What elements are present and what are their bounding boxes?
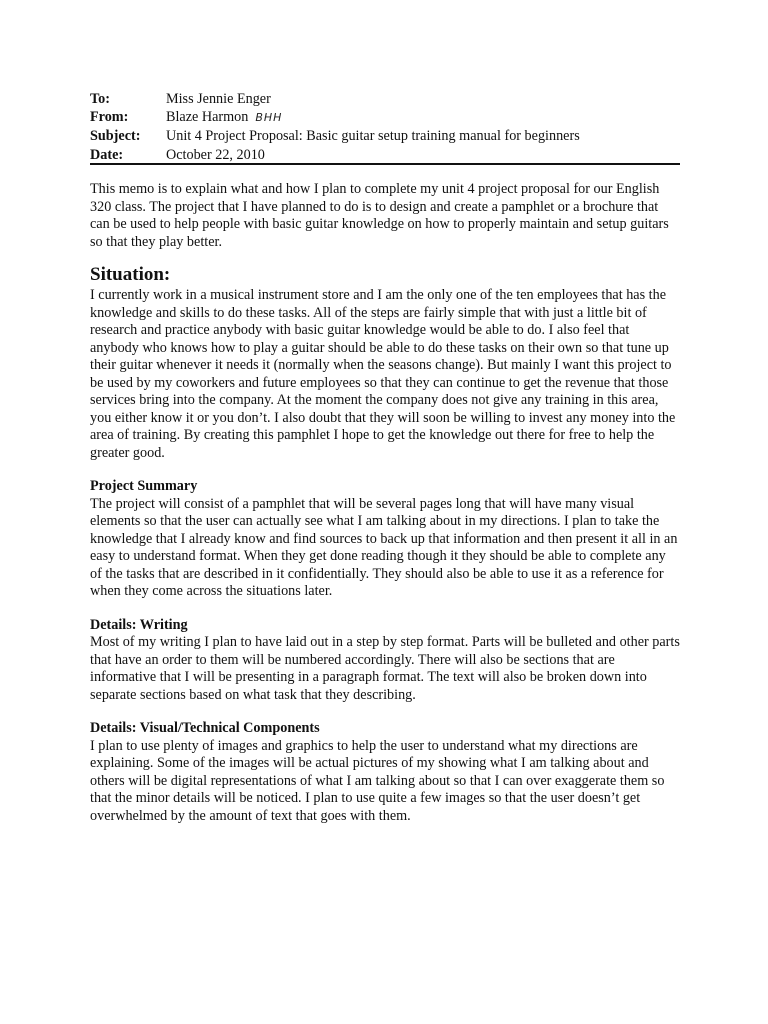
to-row (90, 90, 680, 108)
details-visual-paragraph: I plan to use plenty of images and graphics to help the user to understand what my directions are explaining. Some of the images will be actual pictures of my showing what I am talking about and others will be digital representations of what I am talking about so that I can over exaggerate them so that the minor details will be noticed. I plan to use quite a few images so that the user doesn’t get overwhelmed by the amount of text that goes with them. (90, 737, 665, 824)
to-value: Miss Jennie Enger (166, 91, 271, 107)
from-value: Blaze Harmon (166, 109, 249, 126)
memo-body (90, 181, 680, 825)
details-writing-heading: Details: Writing (90, 616, 188, 633)
date-label: Date: (90, 146, 124, 163)
memo-header (90, 90, 680, 164)
handwritten-initials: BHH (255, 111, 283, 125)
subject-row (90, 127, 680, 145)
date-value: October 22, 2010 (166, 146, 265, 163)
subject-label: Subject: (90, 128, 141, 145)
header-divider (90, 163, 680, 165)
subject-value: Unit 4 Project Proposal: Basic guitar setup training manual for beginners (166, 128, 580, 145)
project-summary-paragraph: The project will consist of a pamphlet that will be several pages long that will have many visual elements so that the user can actually see what I am talking about in my directions. I plan to take the knowledge that I already know and find sources to back up that information and then present it all in an easy to understand format. When they get done reading though it they should be able to complete any of the tasks that are described in it confidentially. They should also be able to use it as a reference for when they come across the situations later. (90, 495, 678, 599)
from-label: From: (90, 109, 129, 126)
from-value-wrap (166, 108, 680, 127)
details-visual-heading: Details: Visual/Technical Components (90, 720, 320, 736)
project-summary-heading: Project Summary (90, 478, 198, 494)
date-row (90, 146, 680, 164)
from-row (90, 108, 680, 127)
situation-heading: Situation: (90, 264, 171, 285)
to-label: To: (90, 91, 110, 107)
situation-paragraph: I currently work in a musical instrument store and I am the only one of the ten employees that has the knowledge and skills to do these tasks. All of the steps are fairly simple that with just a little bit of research and practice anybody with basic guitar knowledge would be able to do. I also feel that anybody who knows how to play a guitar should be able to do these tasks on their own so that tune up their guitar whenever it needs it (normally when the seasons change). But mainly I want this project to be used by my coworkers and future employees so that they can continue to get the revenue that those services bring into the company. At the moment the company does not give any training in this area, you either know it or you don’t. I also doubt that they will soon be willing to invest any money into the area of training. By creating this pamphlet I hope to get the knowledge out there for free to help the greater good. (90, 287, 676, 461)
details-writing-paragraph: Most of my writing I plan to have laid out in a step by step format. Parts will be bulleted and other parts that have an order to them will be numbered accordingly. There will also be sections that are informative that I will be presenting in a paragraph format. The text will also be broken down into separate sections based on what task that they describing. (90, 634, 680, 703)
intro-paragraph: This memo is to explain what and how I plan to complete my unit 4 project proposal for our English 320 class. The project that I have planned to do is to design and create a pamphlet or a brochure that can be used to help people with basic guitar knowledge on how to properly maintain and setup guitars so that they play better. (90, 181, 669, 250)
